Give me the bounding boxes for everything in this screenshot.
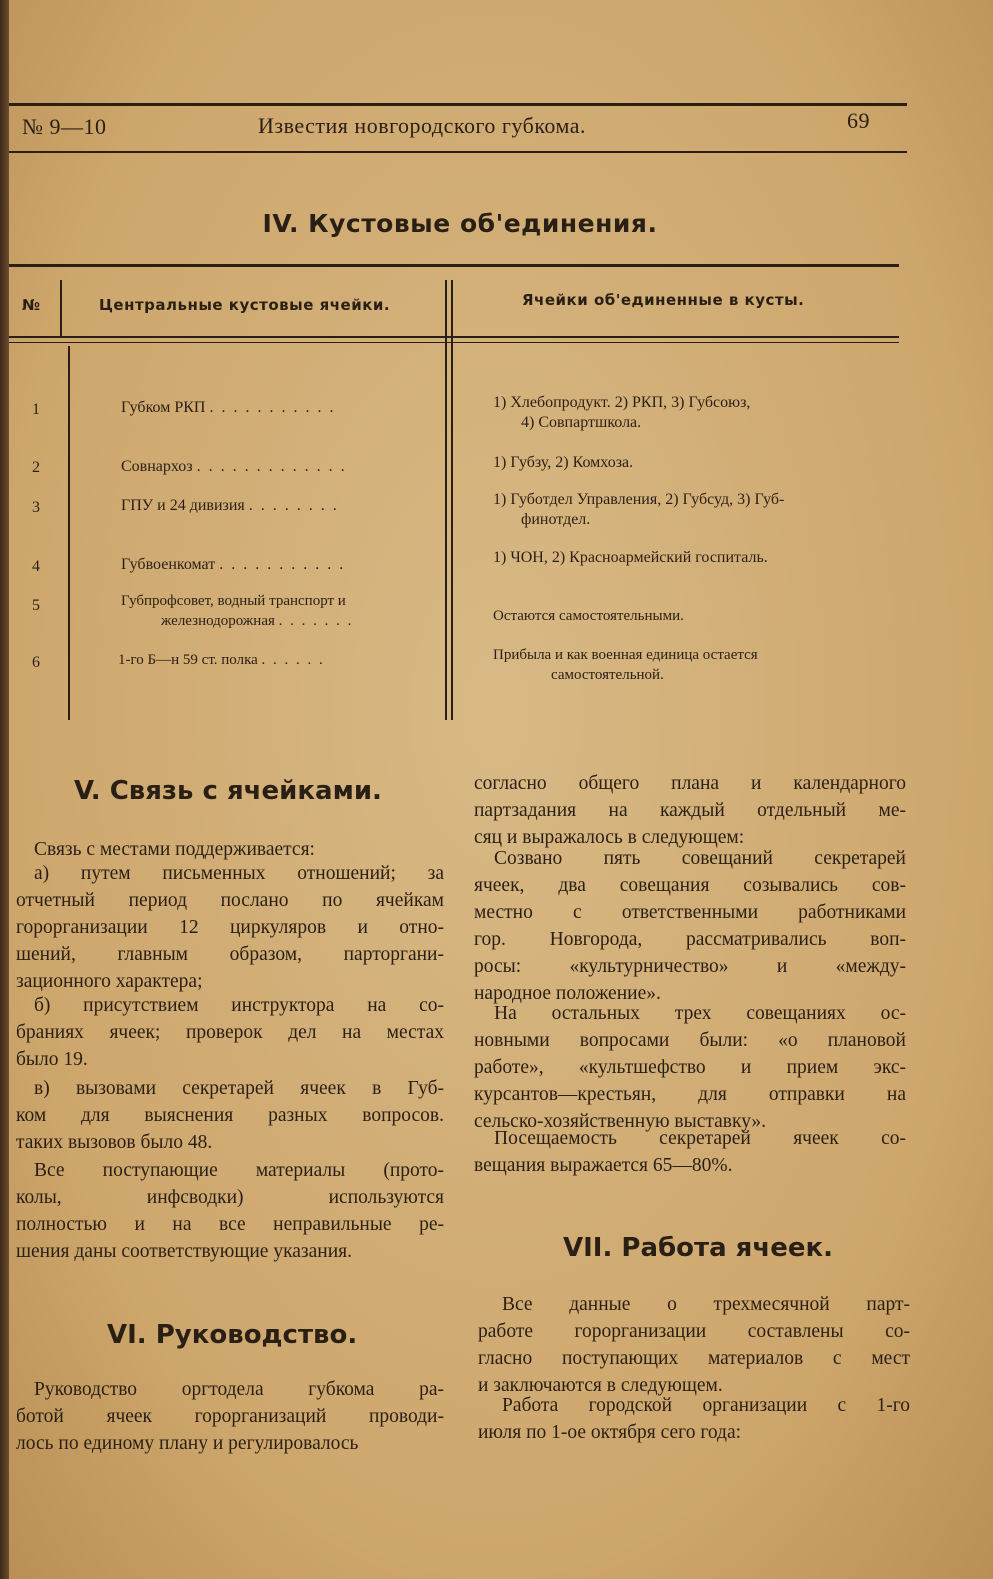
text-line: полностью и на все неправильные ре- [16, 1214, 444, 1235]
united-cell-line: 1) Хлебопродукт. 2) РКП, 3) Губсоюз, [493, 394, 751, 411]
text-line: курсантов—крестьян, для отправки на [474, 1084, 906, 1105]
table-header-rule-1 [9, 336, 899, 338]
text-line: гор. Новгорода, рассматривались воп- [474, 929, 906, 950]
text-line: Все поступающие материалы (прото- [34, 1160, 444, 1181]
leader-dots: . . . . . . [261, 652, 325, 668]
leader-dots: . . . . . . . . [248, 497, 339, 514]
text-line: ком для выяснения разных вопросов. [16, 1105, 444, 1126]
text-line: отчетный период послано по ячейкам [16, 890, 444, 911]
section-6-title: VI. Руководство. [107, 1320, 358, 1350]
issue-number: № 9—10 [22, 114, 107, 139]
section-6-paragraph [16, 1376, 444, 1457]
text-line: ботой ячеек горорганизаций проводи- [16, 1406, 444, 1427]
text-line: Все данные о трехмесячной парт- [502, 1294, 910, 1315]
text-line: июля по 1-ое октября сего года: [478, 1422, 742, 1443]
central-cell-text: Губком РКП [121, 399, 206, 416]
row-number: 2 [32, 459, 40, 476]
text-line: партзадания на каждый отдельный ме- [474, 800, 906, 821]
text-line: б) присутствием инструктора на со- [34, 995, 444, 1016]
table-divider-a [60, 280, 62, 336]
section-7-paragraph [478, 1392, 910, 1446]
leader-dots: . . . . . . . . . . . [209, 399, 336, 416]
table-divider-d [68, 346, 70, 720]
leader-dots: . . . . . . . [278, 613, 354, 629]
table-top-rule [9, 264, 899, 267]
text-line: сяц и выражалось в следующем: [474, 827, 745, 848]
united-cell-line: 1) ЧОН, 2) Красноармейский госпиталь. [493, 549, 768, 566]
page-number: 69 [847, 108, 870, 133]
united-cell-line: Остаются самостоятельными. [493, 608, 684, 624]
table-header-central: Центральные кустовые ячейки. [99, 296, 391, 314]
row-number: 6 [32, 654, 40, 671]
central-cell-text: ГПУ и 24 дивизия [121, 497, 245, 514]
table-header-number: № [22, 296, 41, 314]
row-number: 4 [32, 558, 40, 575]
section-7-title: VII. Работа ячеек. [563, 1233, 834, 1263]
text-line: народное положение». [474, 983, 661, 1004]
section-5-paragraph [16, 1157, 444, 1265]
text-line: Посещаемость секретарей ячеек со- [494, 1128, 906, 1149]
central-cell [121, 556, 441, 574]
text-line: лось по единому плану и регулировалось [16, 1433, 359, 1454]
united-cell-line: 1) Губотдел Управления, 2) Губсуд, 3) Губ- [493, 491, 785, 508]
central-cell-text: Совнархоз [121, 458, 193, 475]
text-line: шения даны соответствующие указания. [16, 1241, 352, 1262]
text-line: Руководство оргтодела губкома ра- [34, 1379, 444, 1400]
united-cell-line: финотдел. [521, 511, 591, 528]
section-5-title: V. Связь с ячейками. [74, 776, 382, 806]
text-line: новными вопросами были: «о плановой [474, 1030, 906, 1051]
text-line: гласно поступающих материалов с мест [478, 1348, 910, 1369]
text-line: в) вызовами секретарей ячеек в Губ- [34, 1078, 444, 1099]
section-5-paragraph [16, 860, 444, 995]
text-line: работе горорганизации составлены со- [478, 1321, 910, 1342]
text-line: местно с ответственными работниками [474, 902, 906, 923]
journal-title: Известия новгородского губкома. [258, 113, 587, 138]
text-line: согласно общего плана и календарного [474, 773, 906, 794]
central-cell-line: Губпрофсовет, водный транспорт и [121, 593, 346, 609]
table-divider-c [451, 280, 453, 720]
text-line: зационного характера; [16, 971, 203, 992]
text-line: Связь с местами поддерживается: [34, 839, 315, 860]
text-line: работе», «культшефство и прием экс- [474, 1057, 906, 1078]
text-line: На остальных трех совещаниях ос- [494, 1003, 906, 1024]
central-cell [118, 652, 325, 669]
central-cell [121, 399, 441, 417]
table-divider-b [445, 280, 447, 720]
right-column-paragraph [474, 845, 906, 1007]
leader-dots: . . . . . . . . . . . . . [196, 458, 347, 475]
central-cell-text: железнодорожная [161, 613, 275, 629]
text-line: было 19. [16, 1049, 88, 1070]
right-column-paragraph [474, 1000, 906, 1135]
text-line: вещания выражается 65—80%. [474, 1155, 733, 1176]
row-number: 3 [32, 499, 40, 516]
table-header-rule-2 [9, 342, 899, 343]
united-cell-line: 4) Совпартшкола. [521, 414, 642, 431]
united-cell-line: Прибыла и как военная единица остается [493, 647, 758, 663]
central-cell-text: Губвоенкомат [121, 556, 216, 573]
text-line: росы: «культурничество» и «между- [474, 956, 906, 977]
right-column-paragraph [474, 770, 906, 851]
text-line: таких вызовов было 48. [16, 1132, 213, 1153]
text-line: горорганизации 12 циркуляров и отно- [16, 917, 444, 938]
text-line: сельско-хозяйственную выставку». [474, 1111, 767, 1132]
text-line: а) путем письменных отношений; за [34, 863, 444, 884]
section-4-title: IV. Кустовые об'единения. [262, 209, 658, 238]
header-top-rule [9, 103, 907, 106]
right-column-paragraph [474, 1125, 906, 1179]
table-header-united: Ячейки об'единенные в кусты. [522, 291, 805, 309]
section-5-paragraph [16, 992, 444, 1073]
row-number: 1 [32, 401, 40, 418]
central-cell [161, 613, 353, 630]
header-bottom-rule [9, 151, 907, 153]
section-5-paragraph [34, 836, 434, 863]
central-cell-text: 1-го Б—н 59 ст. полка [118, 652, 258, 668]
row-number: 5 [32, 597, 40, 614]
united-cell-line: 1) Губзу, 2) Комхоза. [493, 454, 634, 471]
text-line: шений, главным образом, парторгани- [16, 944, 444, 965]
central-cell [121, 497, 441, 515]
section-7-paragraph [478, 1291, 910, 1399]
section-5-paragraph [16, 1075, 444, 1156]
text-line: ячеек, два совещания созывались сов- [474, 875, 906, 896]
text-line: колы, инфсводки) используются [16, 1187, 444, 1208]
leader-dots: . . . . . . . . . . . [219, 556, 346, 573]
united-cell-line: самостоятельной. [551, 667, 664, 683]
text-line: и заключаются в следующем. [478, 1375, 723, 1396]
text-line: браниях ячеек; проверок дел на местах [16, 1022, 444, 1043]
central-cell [121, 458, 441, 476]
text-line: Созвано пять совещаний секретарей [494, 848, 906, 869]
text-line: Работа городской организации с 1-го [502, 1395, 910, 1416]
